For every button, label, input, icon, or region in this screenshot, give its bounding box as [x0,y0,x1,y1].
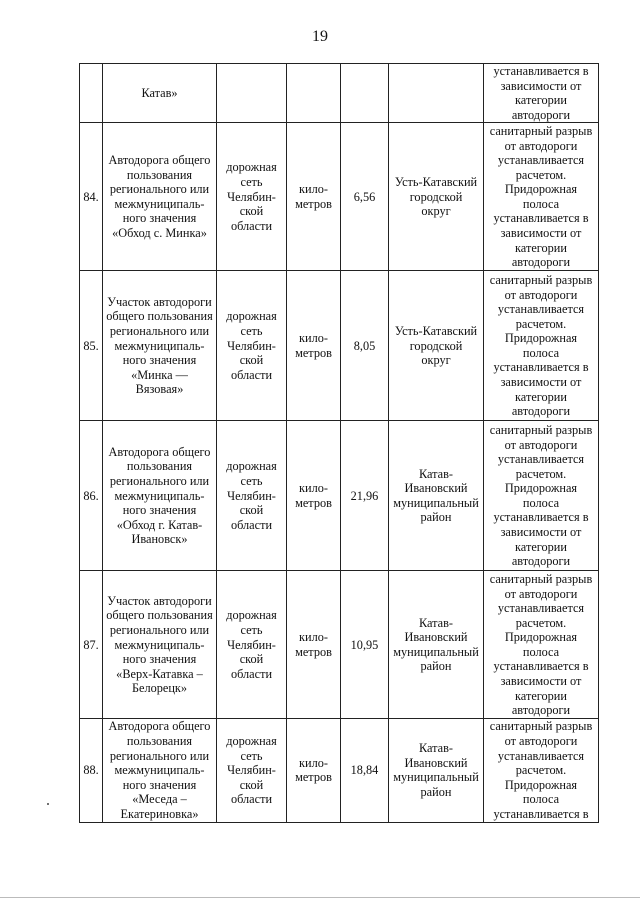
protection-zone-cell-line: Придорожная [504,777,578,792]
road-name-cell-line: регионального или [109,748,210,763]
road-name-cell-line: регионального или [109,182,210,197]
register-body [80,64,599,823]
row-number: 86. [80,421,103,571]
road-name-cell-line: Автодорога общего [108,444,211,459]
territory-cell-line: район [420,659,452,674]
table-row [80,421,599,571]
road-network-cell-line: дорожная [226,309,277,324]
unit-cell [287,571,341,719]
road-network-cell-line: дорожная [226,459,277,474]
road-network-cell-line: Челябин- [227,338,276,353]
protection-zone-cell-line: категории [515,688,567,703]
protection-zone-cell-line: полоса [522,792,560,807]
road-name-cell-line: межмуниципаль- [114,488,205,503]
unit-cell-line: метров [295,495,332,510]
protection-zone-cell-line: санитарный разрыв [489,422,593,437]
protection-zone-cell-line: санитарный разрыв [489,571,593,586]
protection-zone-cell-line: зависимости от [500,674,582,689]
unit-cell [287,271,341,421]
table-row [80,571,599,719]
road-network-cell-line: области [230,666,273,681]
protection-zone-cell-line: устанавливается [497,748,585,763]
length-cell: 8,05 [341,271,389,421]
road-name-cell-line: ного значения [122,353,197,368]
territory-cell [389,421,484,571]
road-name-cell-line: «Обход с. Минка» [112,226,207,241]
road-name-cell [103,123,217,271]
road-name-cell [103,719,217,822]
protection-zone-cell [484,123,599,271]
protection-zone-cell-line: устанавливается в [493,806,589,821]
road-name-cell-line: Автодорога общего [108,719,211,734]
protection-zone-cell-line: от автодороги [504,586,578,601]
territory-cell-line: район [420,785,452,800]
road-network-cell-line: сеть [240,622,263,637]
protection-zone-cell-line: автодороги [511,404,571,419]
road-network-cell-line: сеть [240,323,263,338]
table-row [80,271,599,421]
table-row [80,64,599,123]
protection-zone-cell-line: Придорожная [504,630,578,645]
road-network-cell [217,421,287,571]
road-name-cell-line: ного значения [122,211,197,226]
road-name-cell [103,64,217,123]
protection-zone-cell-line: санитарный разрыв [489,719,593,734]
road-name-cell-line: межмуниципаль- [114,338,205,353]
protection-zone-cell-line: Придорожная [504,331,578,346]
unit-cell-line: кило- [299,755,328,770]
road-network-cell [217,571,287,719]
protection-zone-cell-line: устанавливается в [493,211,589,226]
row-number: 85. [80,271,103,421]
road-name-cell-line: Екатериновка» [120,806,199,821]
road-network-cell-line: сеть [240,473,263,488]
protection-zone-cell [484,271,599,421]
length-cell: 10,95 [341,571,389,719]
protection-zone-cell-line: зависимости от [500,375,582,390]
protection-zone-cell-line: расчетом. [515,167,567,182]
road-name-cell-line: ного значения [122,503,197,518]
scan-speck [47,803,49,805]
protection-zone-cell-line: от автодороги [504,437,578,452]
territory-cell-line: Ивановский [404,630,468,645]
territory-cell [389,64,484,123]
protection-zone-cell-line: устанавливается в [493,360,589,375]
row-number: 88. [80,719,103,822]
road-name-cell-line: регионального или [109,473,210,488]
road-name-cell-line: межмуниципаль- [114,196,205,211]
protection-zone-cell-line: категории [515,93,567,108]
territory-cell-line: муниципальный [393,770,479,785]
unit-cell-line: метров [295,770,332,785]
road-name-cell-line: регионального или [109,622,210,637]
protection-zone-cell-line: автодороги [511,107,571,122]
road-name-cell-line: Вязовая» [135,382,184,397]
protection-zone-cell [484,571,599,719]
protection-zone-cell-line: полоса [522,345,560,360]
protection-zone-cell-line: устанавливается в [493,64,589,78]
territory-cell [389,571,484,719]
unit-cell [287,421,341,571]
unit-cell-line: кило- [299,331,328,346]
protection-zone-cell-line: устанавливается в [493,659,589,674]
page-number: 19 [312,28,328,45]
road-name-cell-line: межмуниципаль- [114,763,205,778]
territory-cell-line: муниципальный [393,644,479,659]
territory-cell-line: городской [409,189,463,204]
protection-zone-cell-line: устанавливается в [493,510,589,525]
length-cell [341,64,389,123]
road-name-cell-line: «Верх-Катавка – [116,666,203,681]
road-name-cell-line: «Минка — [131,367,188,382]
territory-cell [389,123,484,271]
road-name-cell-line: общего пользования [106,309,213,324]
protection-zone-cell-line: устанавливается [497,153,585,168]
road-name-cell-line: ного значения [122,652,197,667]
road-name-cell-line: общего пользования [106,608,213,623]
protection-zone-cell-line: устанавливается [497,452,585,467]
row-number [80,64,103,123]
territory-cell-line: округ [421,353,451,368]
protection-zone-cell-line: зависимости от [500,525,582,540]
territory-cell-line: Ивановский [404,481,468,496]
territory-cell-line: Усть-Катавский [394,174,478,189]
protection-zone-cell-line: расчетом. [515,763,567,778]
protection-zone-cell [484,719,599,822]
length-cell: 18,84 [341,719,389,822]
unit-cell-line: метров [295,196,332,211]
protection-zone-cell-line: от автодороги [504,287,578,302]
protection-zone-cell-line: категории [515,539,567,554]
territory-cell-line: Катав- [418,741,454,756]
footer-rule [0,897,640,898]
road-name-cell-line: Белорецк» [131,681,188,696]
protection-zone-cell-line: автодороги [511,255,571,270]
road-network-cell-line: дорожная [226,160,277,175]
protection-zone-cell-line: расчетом. [515,615,567,630]
territory-cell-line: городской [409,338,463,353]
protection-zone-cell-line: санитарный разрыв [489,123,593,138]
road-network-cell [217,64,287,123]
road-network-cell-line: ской [239,204,264,219]
road-name-cell-line: «Обход г. Катав- [116,517,203,532]
road-name-cell-line: «Меседа – [132,792,187,807]
road-network-cell-line: дорожная [226,608,277,623]
protection-zone-cell-line: автодороги [511,703,571,718]
protection-zone-cell [484,421,599,571]
road-name-cell [103,421,217,571]
road-network-cell-line: ской [239,652,264,667]
road-network-cell [217,123,287,271]
territory-cell-line: округ [421,204,451,219]
territory-cell-line: Катав- [418,615,454,630]
protection-zone-cell-line: полоса [522,644,560,659]
road-network-cell-line: сеть [240,174,263,189]
protection-zone-cell-line: зависимости от [500,78,582,93]
protection-zone-cell-line: автодороги [511,554,571,569]
protection-zone-cell-line: полоса [522,196,560,211]
road-name-cell [103,571,217,719]
road-name-cell-line: пользования [126,459,193,474]
territory-cell-line: Усть-Катавский [394,323,478,338]
road-network-cell-line: Челябин- [227,488,276,503]
road-network-cell-line: ской [239,503,264,518]
territory-cell-line: Ивановский [404,755,468,770]
road-name-cell-line: Ивановск» [131,532,188,547]
unit-cell-line: кило- [299,481,328,496]
unit-cell-line: метров [295,345,332,360]
table-row [80,123,599,271]
road-network-cell-line: ской [239,777,264,792]
territory-cell-line: муниципальный [393,495,479,510]
protection-zone-cell-line: устанавливается [497,601,585,616]
protection-zone-cell-line: Придорожная [504,182,578,197]
road-network-cell-line: Челябин- [227,763,276,778]
road-network-cell-line: области [230,792,273,807]
road-name-cell [103,271,217,421]
unit-cell [287,719,341,822]
road-network-cell-line: области [230,517,273,532]
protection-zone-cell-line: категории [515,240,567,255]
road-network-cell-line: области [230,367,273,382]
road-network-cell-line: дорожная [226,733,277,748]
protection-zone-cell-line: расчетом. [515,316,567,331]
unit-cell-line: метров [295,644,332,659]
protection-zone-cell-line: расчетом. [515,466,567,481]
road-name-cell-line: ного значения [122,777,197,792]
unit-cell [287,123,341,271]
road-name-cell-line: пользования [126,167,193,182]
unit-cell-line: кило- [299,630,328,645]
unit-cell [287,64,341,123]
road-name-cell-line: межмуниципаль- [114,637,205,652]
unit-cell-line: кило- [299,182,328,197]
road-network-cell [217,271,287,421]
protection-zone-cell-line: санитарный разрыв [489,272,593,287]
road-register-table [79,63,599,823]
territory-cell [389,271,484,421]
protection-zone-cell-line: от автодороги [504,138,578,153]
road-network-cell-line: Челябин- [227,637,276,652]
length-cell: 6,56 [341,123,389,271]
road-name-cell-line: Участок автодороги [107,593,212,608]
row-number: 84. [80,123,103,271]
road-network-cell [217,719,287,822]
protection-zone-cell-line: полоса [522,495,560,510]
table-row [80,719,599,822]
row-number: 87. [80,571,103,719]
road-name-cell-line: Автодорога общего [108,153,211,168]
territory-cell-line: Катав- [418,466,454,481]
length-cell: 21,96 [341,421,389,571]
territory-cell [389,719,484,822]
road-name-cell-line: регионального или [109,323,210,338]
protection-zone-cell-line: Придорожная [504,481,578,496]
road-network-cell-line: Челябин- [227,189,276,204]
road-name-cell-line: Участок автодороги [107,294,212,309]
road-name-cell-line: Катав» [141,85,178,100]
road-network-cell-line: ской [239,353,264,368]
road-name-cell-line: пользования [126,733,193,748]
protection-zone-cell-line: устанавливается [497,302,585,317]
territory-cell-line: район [420,510,452,525]
protection-zone-cell-line: от автодороги [504,733,578,748]
protection-zone-cell [484,64,599,123]
protection-zone-cell-line: зависимости от [500,226,582,241]
road-network-cell-line: сеть [240,748,263,763]
road-network-cell-line: области [230,218,273,233]
protection-zone-cell-line: категории [515,389,567,404]
